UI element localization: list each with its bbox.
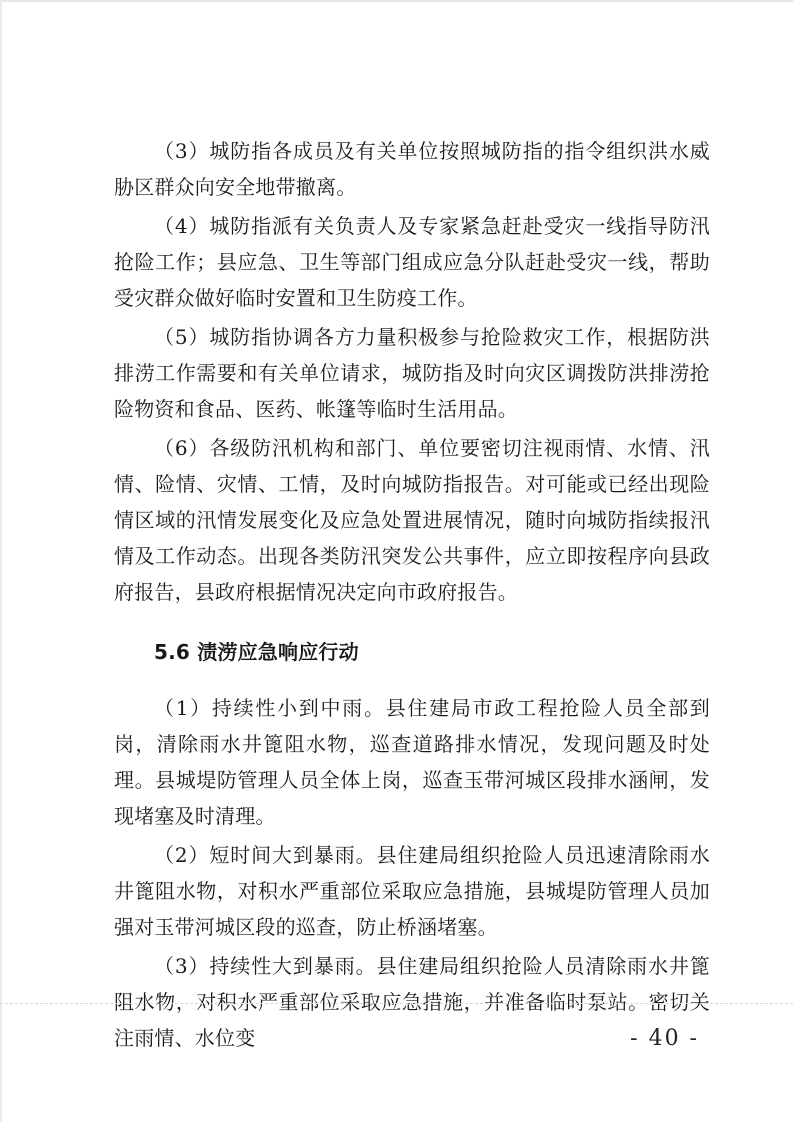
paragraph-2-short-heavy-rain: （2）短时间大到暴雨。县住建局组织抢险人员迅速清除雨水井篦阻水物，对积水严重部位采取应急措施，县城堤防管理人员加强对玉带河城区段的巡查，防止桥涵堵塞。: [114, 843, 710, 939]
paragraph-6-reporting: （6）各级防汛机构和部门、单位要密切注视雨情、水情、汛情、险情、灾情、工情，及时向城防指报告。对可能或已经出现险情区域的汛情发展变化及应急处置进展情况，随时向城防指续报汛情及工作动态。出现各类防汛突发公共事件，应立即按程序向县政府报告，县政府根据情况决定向市政府报告。: [114, 436, 710, 604]
paragraph-1-light-rain: （1）持续性小到中雨。县住建局市政工程抢险人员全部到岗，清除雨水井篦阻水物，巡查道路排水情况，发现问题及时处理。县城堤防管理人员全体上岗，巡查玉带河城区段排水涵闸，发现堵塞及时清理。: [114, 696, 710, 828]
paragraph-4-dispatch: （4）城防指派有关负责人及专家紧急赶赴受灾一线指导防汛抢险工作；县应急、卫生等部门组成应急分队赶赴受灾一线，帮助受灾群众做好临时安置和卫生防疫工作。: [114, 214, 710, 310]
paragraph-3-sustained-heavy-rain: （3）持续性大到暴雨。县住建局组织抢险人员清除雨水井篦阻水物，对积水严重部位采取应急措施，并准备临时泵站。密切关注雨情、水位变: [114, 954, 710, 1050]
paragraph-5-coordination: （5）城防指协调各方力量积极参与抢险救灾工作，根据防洪排涝工作需要和有关单位请求，城防指及时向灾区调拨防洪排涝抢险物资和食品、医药、帐篷等临时生活用品。: [114, 325, 710, 421]
scan-edge-left: [0, 0, 2, 1122]
page-number: - 40 -: [630, 1026, 699, 1051]
paragraph-3-evacuation: （3）城防指各成员及有关单位按照城防指的指令组织洪水威胁区群众向安全地带撤离。: [114, 139, 710, 199]
scan-edge-top: [0, 0, 793, 2]
document-body: [114, 133, 710, 1059]
section-title: 5.6 渍涝应急响应行动: [154, 640, 359, 664]
footer-divider: [0, 1003, 793, 1004]
